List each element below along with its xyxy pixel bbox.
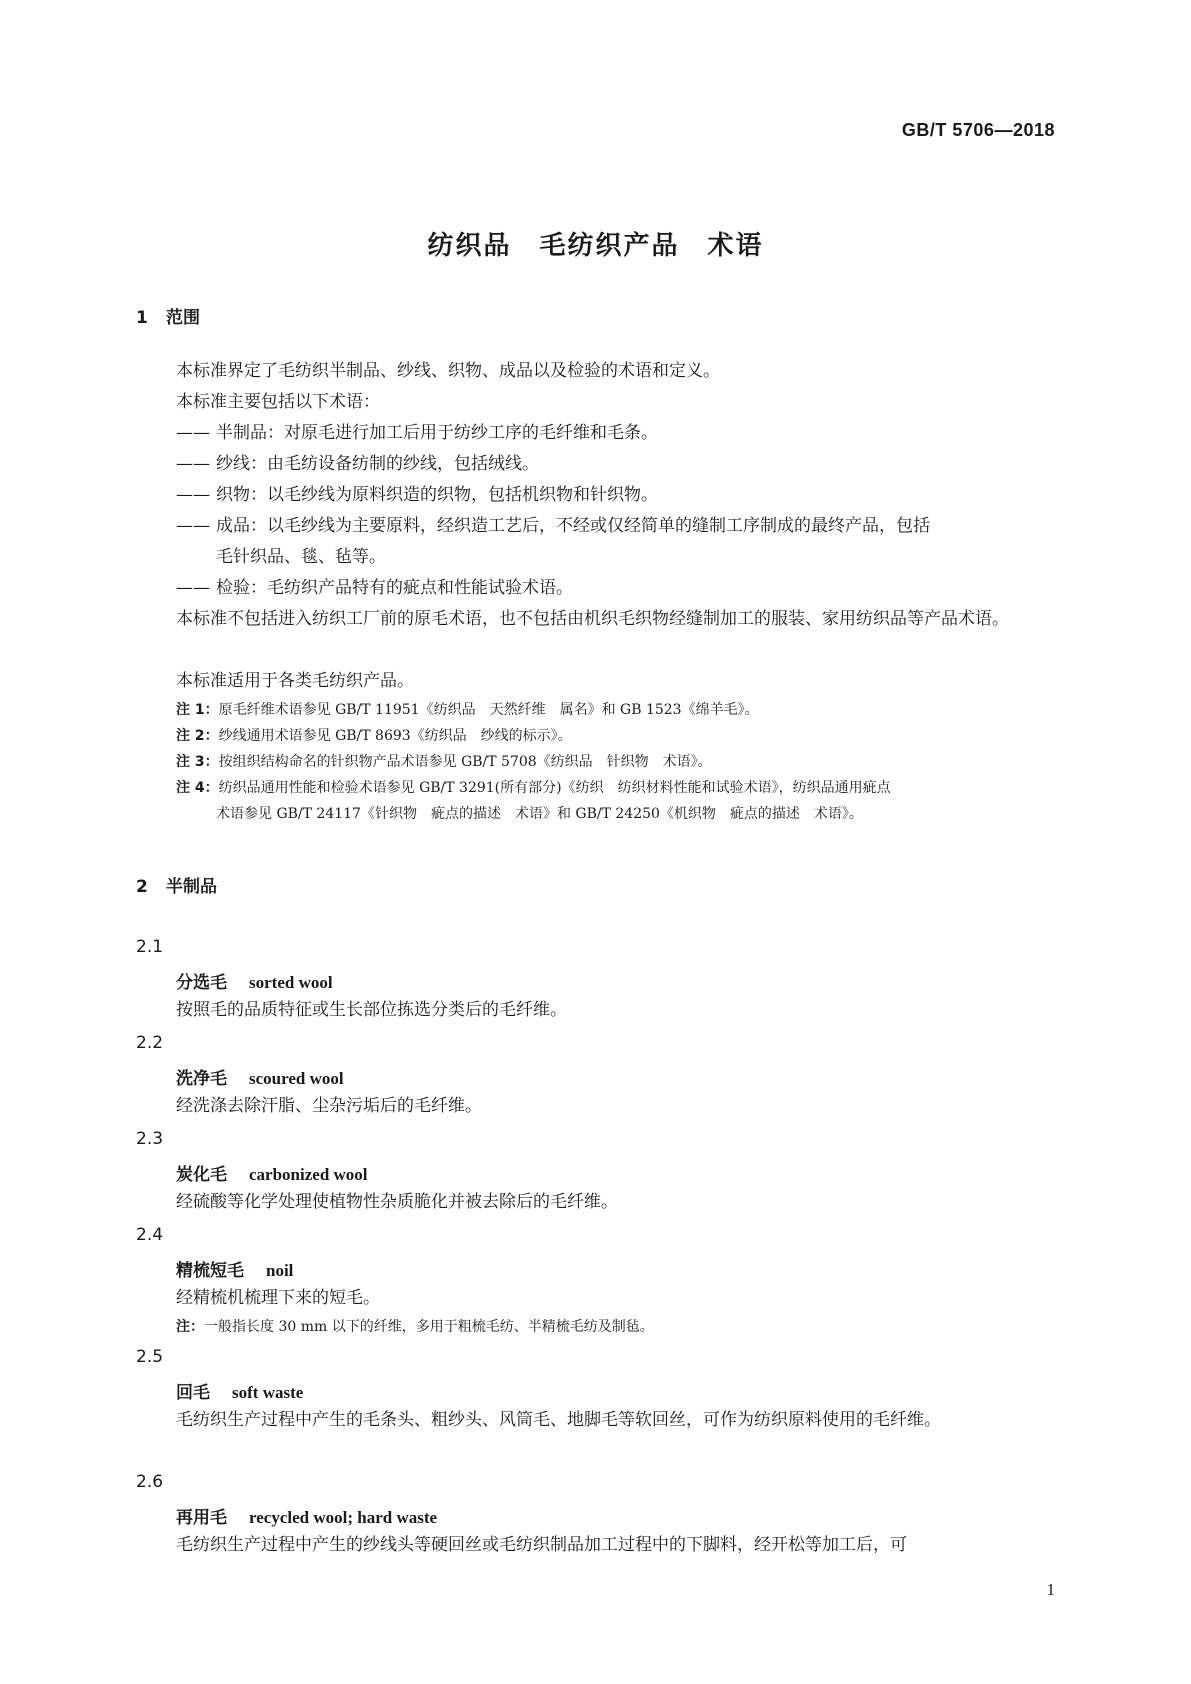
term-note bbox=[176, 1314, 1056, 1340]
term-zh: 洗净毛 bbox=[176, 1069, 227, 1089]
term-definition: 毛纺织生产过程中产生的毛条头、粗纱头、风筒毛、地脚毛等软回丝，可作为纺织原料使用的毛纤维。 bbox=[176, 1410, 941, 1430]
scope-paragraph-2: 本标准主要包括以下术语： bbox=[176, 392, 380, 412]
term-definition: 按照毛的品质特征或生长部位拣选分类后的毛纤维。 bbox=[176, 1000, 567, 1020]
term-heading bbox=[176, 1160, 368, 1185]
term-definition: 经精梳机梳理下来的短毛。 bbox=[176, 1288, 380, 1308]
note bbox=[176, 697, 1056, 723]
term-definition: 经洗涤去除汗脂、尘杂污垢后的毛纤维。 bbox=[176, 1096, 482, 1116]
scope-paragraph-3: 本标准不包括进入纺织工厂前的原毛术语，也不包括由机织毛织物经缝制加工的服装、家用纺织品等产品术语。 bbox=[176, 609, 1009, 629]
term-zh: 炭化毛 bbox=[176, 1165, 227, 1185]
term-definition: 经硫酸等化学处理使植物性杂质脆化并被去除后的毛纤维。 bbox=[176, 1192, 618, 1212]
scope-paragraph-4: 本标准适用于各类毛纺织产品。 bbox=[176, 671, 414, 691]
dash-mark: —— bbox=[176, 578, 210, 598]
term-definition: 毛纺织生产过程中产生的纱线头等硬回丝或毛纺织制品加工过程中的下脚料，经开松等加工后，可 bbox=[176, 1535, 907, 1555]
note-label: 注： bbox=[176, 1319, 204, 1335]
note bbox=[176, 723, 1056, 749]
section-title: 半制品 bbox=[166, 877, 217, 897]
term-heading bbox=[176, 1378, 303, 1403]
dash-mark: —— bbox=[176, 423, 210, 443]
standard-code: GB/T 5706—2018 bbox=[901, 120, 1055, 140]
note-label: 注 1： bbox=[176, 702, 219, 718]
list-item-text: 成品：以毛纱线为主要原料，经织造工艺后，不经或仅经简单的缝制工序制成的最终产品，包括 bbox=[216, 516, 930, 536]
note-label: 注 2： bbox=[176, 728, 219, 744]
note-text: 原毛纤维术语参见 GB/T 11951《纺织品 天然纤维 属名》和 GB 1523《绵羊毛》。 bbox=[218, 702, 759, 718]
list-item bbox=[176, 418, 1056, 449]
list-item bbox=[176, 449, 1056, 480]
note-label: 注 3： bbox=[176, 754, 219, 770]
note-text: 一般指长度 30 mm 以下的纤维，多用于粗梳毛纺、半精梳毛纺及制毡。 bbox=[204, 1319, 654, 1335]
term-heading bbox=[176, 968, 333, 993]
term-en: sorted wool bbox=[249, 973, 333, 992]
section-number: 1 bbox=[136, 308, 148, 328]
term-number: 2.1 bbox=[136, 937, 164, 957]
term-zh: 分选毛 bbox=[176, 973, 227, 993]
page-number: 1 bbox=[1046, 1580, 1055, 1599]
term-number: 2.4 bbox=[136, 1225, 164, 1245]
list-item-text: 纱线：由毛纺设备纺制的纱线，包括绒线。 bbox=[216, 454, 539, 474]
term-zh: 回毛 bbox=[176, 1383, 210, 1403]
list-item-text: 织物：以毛纱线为原料织造的织物，包括机织物和针织物。 bbox=[216, 485, 658, 505]
term-heading bbox=[176, 1064, 344, 1089]
note-label: 注 4： bbox=[176, 780, 219, 796]
list-item-text: 检验：毛纺织产品特有的疵点和性能试验术语。 bbox=[216, 578, 573, 598]
note-text: 纱线通用术语参见 GB/T 8693《纺织品 纱线的标示》。 bbox=[218, 728, 572, 744]
term-en: carbonized wool bbox=[249, 1165, 368, 1184]
note-continuation: 术语参见 GB/T 24117《针织物 疵点的描述 术语》和 GB/T 24250《机织物 疵点的描述 术语》。 bbox=[216, 806, 863, 822]
note-text: 纺织品通用性能和检验术语参见 GB/T 3291(所有部分)《纺织 纺织材料性能和试验术语》，纺织品通用疵点 bbox=[218, 780, 891, 796]
list-item-continuation: 毛针织品、毯、毡等。 bbox=[216, 547, 386, 567]
term-number: 2.5 bbox=[136, 1347, 164, 1367]
section-number: 2 bbox=[136, 877, 148, 897]
dash-mark: —— bbox=[176, 485, 210, 505]
section-title: 范围 bbox=[166, 308, 200, 328]
dash-mark: —— bbox=[176, 454, 210, 474]
term-zh: 精梳短毛 bbox=[176, 1261, 244, 1281]
term-zh: 再用毛 bbox=[176, 1508, 227, 1528]
section-1-heading bbox=[136, 303, 200, 328]
section-2-heading bbox=[136, 872, 217, 897]
document-title: 纺织品 毛纺织产品 术语 bbox=[427, 231, 764, 261]
dash-mark: —— bbox=[176, 516, 210, 536]
list-item bbox=[176, 480, 1056, 511]
term-en: noil bbox=[266, 1261, 294, 1280]
note-text: 按组织结构命名的针织物产品术语参见 GB/T 5708《纺织品 针织物 术语》。 bbox=[218, 754, 712, 770]
scope-paragraph-1: 本标准界定了毛纺织半制品、纱线、织物、成品以及检验的术语和定义。 bbox=[176, 361, 720, 381]
term-number: 2.2 bbox=[136, 1033, 164, 1053]
term-en: recycled wool; hard waste bbox=[249, 1508, 438, 1527]
term-heading bbox=[176, 1503, 437, 1528]
term-number: 2.6 bbox=[136, 1472, 164, 1492]
term-number: 2.3 bbox=[136, 1129, 164, 1149]
list-item bbox=[176, 511, 1056, 573]
list-item bbox=[176, 573, 1056, 604]
note bbox=[176, 775, 1056, 827]
list-item-text: 半制品：对原毛进行加工后用于纺纱工序的毛纤维和毛条。 bbox=[216, 423, 658, 443]
note bbox=[176, 749, 1056, 775]
term-heading bbox=[176, 1256, 293, 1281]
term-en: scoured wool bbox=[249, 1069, 344, 1088]
term-en: soft waste bbox=[232, 1383, 304, 1402]
